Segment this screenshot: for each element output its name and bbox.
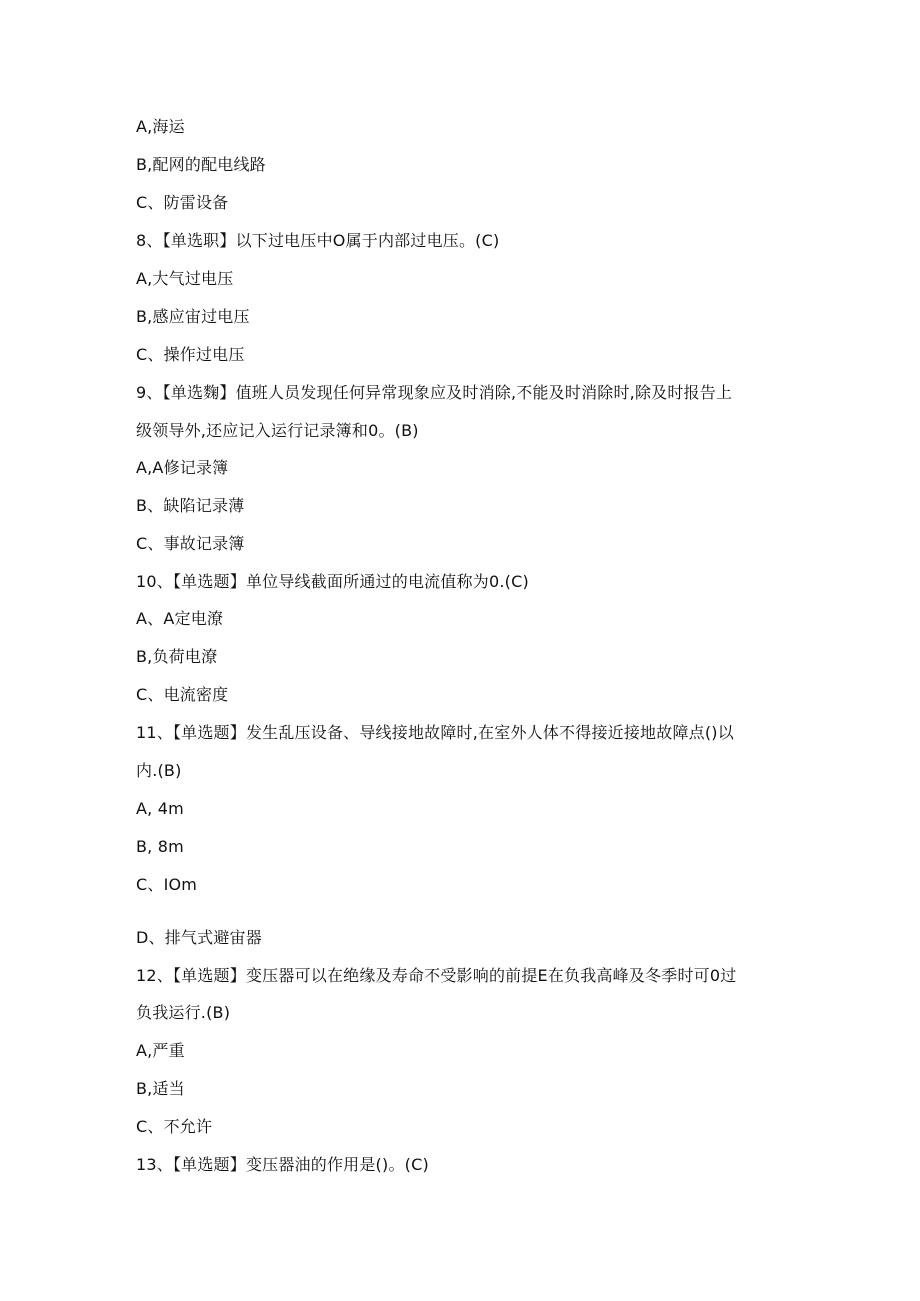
option-b-q10: B,负荷电潦 bbox=[136, 647, 218, 666]
option-b-q8: B,感应宙过电压 bbox=[136, 307, 250, 326]
option-a-q11: A, 4m bbox=[136, 799, 184, 818]
option-c-q9: C、事故记录簿 bbox=[136, 534, 245, 553]
question-13: 13、【单选题】变压器油的作用是()。(C) bbox=[136, 1155, 429, 1174]
question-8: 8、【单选职】以下过电压中O属于内部过电压。(C) bbox=[136, 231, 500, 250]
question-11-line-2: 内.(B) bbox=[136, 761, 182, 780]
option-b-q9: B、缺陷记录薄 bbox=[136, 496, 245, 515]
option-c-q11: C、IOm bbox=[136, 875, 198, 894]
question-10: 10、【单选题】单位导线截面所通过的电流值称为0.(C) bbox=[136, 572, 529, 591]
option-a-q10: A、A定电潦 bbox=[136, 609, 224, 628]
question-12-line-1: 12、【单选题】变压器可以在绝缘及寿命不受影响的前提E在负我高峰及冬季时可0过 bbox=[136, 966, 737, 985]
option-c-q12: C、不允许 bbox=[136, 1117, 213, 1136]
question-9-line-2: 级领导外,还应记入运行记录簿和0。(B) bbox=[136, 421, 419, 440]
option-a-q7: A,海运 bbox=[136, 117, 185, 136]
option-b-q12: B,适当 bbox=[136, 1079, 185, 1098]
option-b-q11: B, 8m bbox=[136, 837, 184, 856]
question-12-line-2: 负我运行.(B) bbox=[136, 1003, 231, 1022]
option-a-q8: A,大气过电压 bbox=[136, 269, 234, 288]
option-a-q9: A,A修记录簿 bbox=[136, 458, 229, 477]
option-c-q10: C、电流密度 bbox=[136, 685, 229, 704]
option-c-q7: C、防雷设备 bbox=[136, 193, 229, 212]
option-d-q11: D、排气式避宙器 bbox=[136, 928, 262, 947]
question-11-line-1: 11、【单选题】发生乱压设备、导线接地故障时,在室外人体不得接近接地故障点()以 bbox=[136, 723, 734, 742]
question-9-line-1: 9、【单选麴】值班人员发现任何异常现象应及时消除,不能及时消除时,除及时报告上 bbox=[136, 383, 733, 402]
option-c-q8: C、操作过电压 bbox=[136, 345, 245, 364]
option-a-q12: A,严重 bbox=[136, 1041, 185, 1060]
option-b-q7: B,配网的配电线路 bbox=[136, 155, 266, 174]
